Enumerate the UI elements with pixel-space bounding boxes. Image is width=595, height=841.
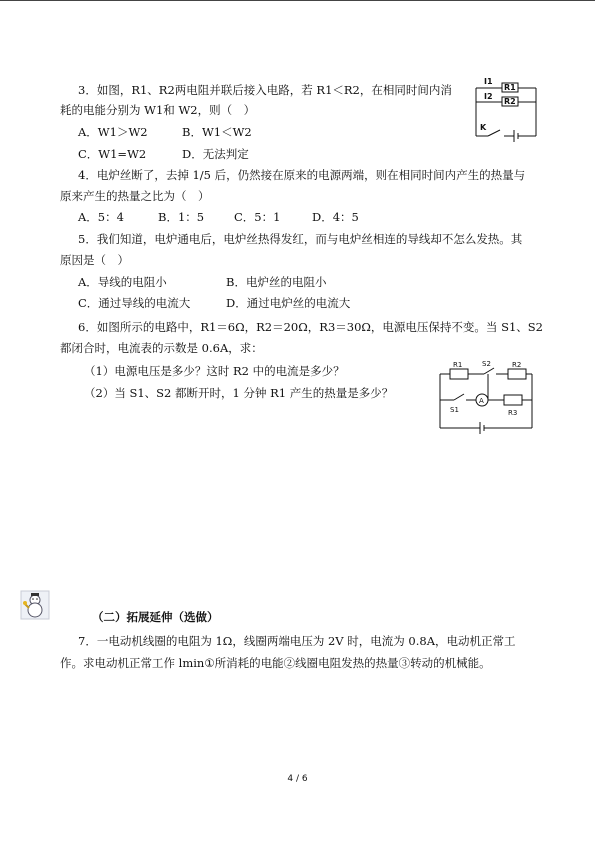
q6-line1: 6．如图所示的电路中，R1＝6Ω，R2＝20Ω，R3＝30Ω，电源电压保持不变。当 S1、S2: [78, 320, 543, 334]
q6-fig-label-s2: S2: [482, 360, 491, 368]
page-number: 4 / 6: [287, 774, 308, 784]
q3-line2: 耗的电能分别为 W1和 W2，则（ ）: [60, 103, 256, 117]
q6-fig-label-r3: R3: [508, 409, 518, 417]
q5-option-a: A．导线的电阻小: [78, 275, 167, 289]
q3-fig-label-r2: R2: [504, 97, 516, 106]
q6-circuit-diagram: [436, 360, 536, 436]
q7-line2: 作。求电动机正常工作 lmin①所消耗的电能②线圈电阻发热的热量③转动的机械能。: [60, 656, 491, 670]
top-border: [0, 0, 595, 1]
q6-sub-question-1: （1）电源电压是多少？这时 R2 中的电流是多少？: [84, 364, 345, 378]
q3-fig-label-r1: R1: [504, 83, 516, 92]
q3-option-b: B．W1＜W2: [182, 125, 252, 139]
q6-fig-label-ammeter: A: [479, 397, 484, 405]
q4-line2: 原来产生的热量之比为（ ）: [60, 189, 210, 203]
q6-sub-question-2: （2）当 S1、S2 都断开时，1 分钟 R1 产生的热量是多少？: [84, 386, 394, 400]
q5-option-b: B．电炉丝的电阻小: [226, 275, 327, 289]
q5-line1: 5．我们知道，电炉通电后，电炉丝热得发红，而与电炉丝相连的导线却不怎么发热。其: [78, 232, 523, 246]
q3-fig-label-k: K: [480, 123, 487, 132]
q3-circuit-diagram: [470, 72, 542, 142]
q6-fig-label-r1: R1: [453, 361, 463, 369]
q3-fig-label-i2: I2: [484, 92, 493, 101]
snowman-icon: [20, 590, 50, 620]
q3-fig-label-i1: I1: [484, 77, 493, 86]
q4-option-a: A．5：4: [78, 210, 124, 224]
q4-option-d: D．4：5: [312, 210, 359, 224]
q3-option-d: D．无法判定: [182, 147, 249, 161]
q3-line1: 3．如图，R1、R2两电阻并联后接入电路，若 R1＜R2，在相同时间内消: [78, 83, 452, 97]
q5-option-d: D．通过电炉丝的电流大: [226, 296, 351, 310]
q3-option-c: C．W1=W2: [78, 147, 147, 161]
q4-option-c: C．5：1: [234, 210, 281, 224]
q5-option-c: C．通过导线的电流大: [78, 296, 191, 310]
q6-fig-label-r2: R2: [512, 361, 522, 369]
q3-option-a: A．W1＞W2: [78, 125, 148, 139]
q5-line2: 原因是（ ）: [60, 253, 129, 267]
q4-line1: 4．电炉丝断了，去掉 1/5 后，仍然接在原来的电源两端，则在相同时间内产生的热量与: [78, 168, 526, 182]
q6-line2: 都闭合时，电流表的示数是 0.6A，求：: [60, 341, 263, 355]
section-title: （二）拓展延伸（选做）: [92, 610, 219, 624]
q6-fig-label-s1: S1: [450, 406, 459, 414]
q4-option-b: B．1：5: [158, 210, 205, 224]
q7-line1: 7．一电动机线圈的电阻为 1Ω，线圈两端电压为 2V 时，电流为 0.8A，电动机正常工: [78, 634, 516, 648]
